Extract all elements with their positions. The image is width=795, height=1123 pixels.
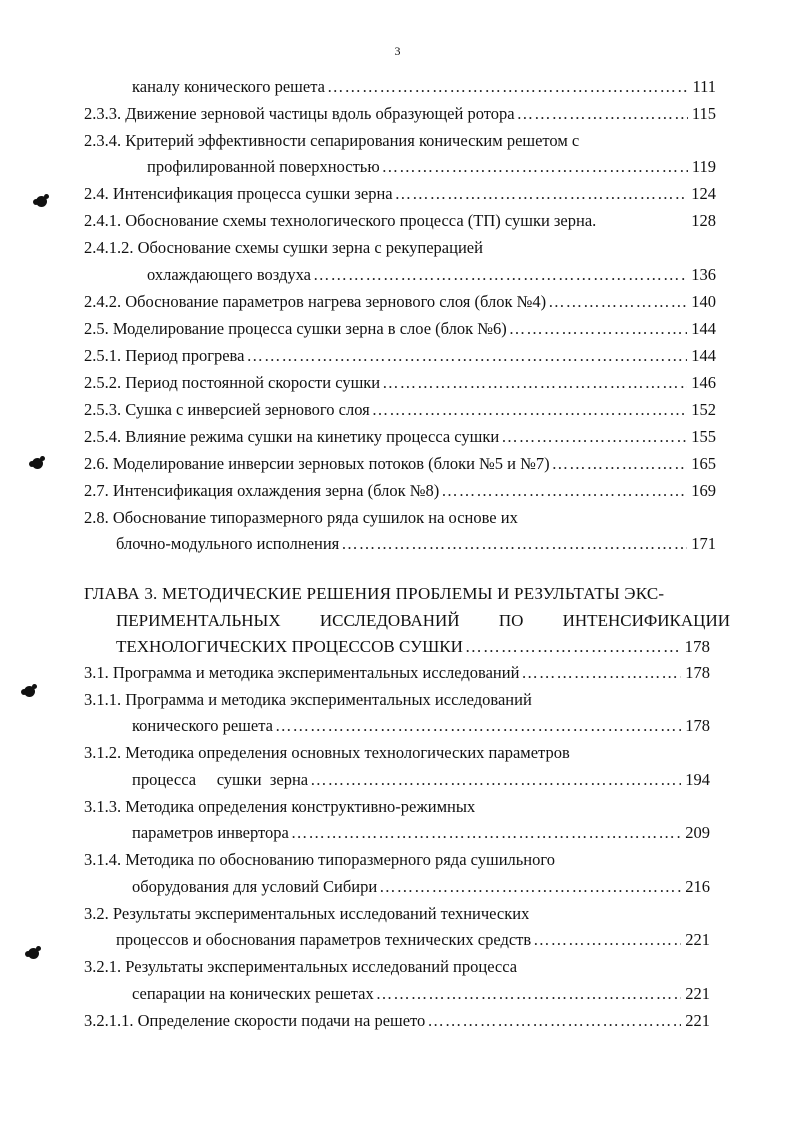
toc-entry-page: 128 [691, 211, 716, 230]
toc-leader [372, 400, 688, 420]
toc-entry-title: 2.7. Интенсификация охлаждения зерна (блок №8) [84, 481, 440, 500]
toc-entry-title: ТЕХНОЛОГИЧЕСКИХ ПРОЦЕССОВ СУШКИ [116, 637, 463, 656]
toc-entry-title: 2.3.3. Движение зерновой частицы вдоль образующей ротора [84, 104, 515, 123]
toc-entry-page: 124 [691, 184, 716, 203]
toc-entry-title: 3.2.1.1. Определение скорости подачи на решето [84, 1011, 426, 1030]
toc-entry[interactable]: 2.4.1.2. Обоснование схемы сушки зерна с рекуперацией [84, 238, 483, 257]
toc-entry-page: 171 [691, 534, 716, 553]
toc-entry-page: 194 [685, 770, 710, 789]
toc-entry[interactable] [84, 373, 716, 393]
toc-entry[interactable] [84, 104, 716, 124]
toc-entry-title: параметров инвертора [132, 823, 289, 842]
toc-entry[interactable] [132, 77, 716, 97]
toc-entry[interactable] [84, 663, 710, 683]
toc-leader [517, 104, 688, 124]
toc-leader [246, 346, 687, 366]
toc-leader [310, 770, 681, 790]
toc-entry[interactable] [84, 454, 716, 474]
toc-entry-page: 178 [685, 663, 710, 682]
toc-entry[interactable]: 3.2. Результаты экспериментальных исследований технических [84, 904, 530, 923]
toc-entry-page: 136 [691, 265, 716, 284]
toc-leader [382, 373, 687, 393]
toc-entry-title: оборудования для условий Сибири [132, 877, 378, 896]
binding-hole-mark [32, 458, 43, 469]
toc-leader [379, 877, 681, 897]
toc-entry-page: 144 [691, 346, 716, 365]
toc-entry[interactable] [132, 716, 710, 736]
toc-entry[interactable] [132, 823, 710, 843]
toc-entry-title: каналу конического решета [132, 77, 325, 96]
toc-leader [521, 663, 681, 683]
toc-entry[interactable] [147, 265, 716, 285]
chapter-heading-word: ПО [498, 611, 524, 630]
toc-entry-page: 209 [685, 823, 710, 842]
toc-leader [275, 716, 681, 736]
toc-entry-title: 2.4.2. Обоснование параметров нагрева зернового слоя (блок №4) [84, 292, 547, 311]
toc-entry[interactable] [116, 930, 710, 950]
toc-leader [552, 454, 688, 474]
toc-entry[interactable] [84, 346, 716, 366]
toc-leader [313, 265, 687, 285]
toc-entry[interactable] [132, 877, 710, 897]
toc-entry-page: 140 [691, 292, 716, 311]
toc-entry[interactable]: 2.3.4. Критерий эффективности сепарирования коническим решетом с [84, 131, 580, 150]
toc-entry[interactable] [147, 157, 716, 177]
page-number: 3 [394, 44, 401, 58]
toc-entry-title: 2.4.1. Обоснование схемы технологического процесса (ТП) сушки зерна. [84, 211, 597, 230]
toc-entry-title: процессов и обоснования параметров технических средств [116, 930, 532, 949]
toc-leader [509, 319, 687, 339]
toc-entry[interactable] [84, 319, 716, 339]
binding-hole-mark [28, 948, 39, 959]
toc-entry[interactable] [84, 1011, 710, 1031]
chapter-heading-line-3[interactable] [116, 637, 710, 657]
toc-entry[interactable] [84, 211, 716, 231]
toc-entry-page: 111 [692, 77, 716, 96]
toc-entry[interactable]: 2.8. Обоснование типоразмерного ряда сушилок на основе их [84, 508, 518, 527]
toc-entry-page: 115 [691, 104, 716, 123]
toc-entry-page: 152 [691, 400, 716, 419]
toc-entry[interactable] [132, 984, 710, 1004]
toc-entry[interactable]: 3.1.4. Методика по обоснованию типоразмерного ряда сушильного [84, 850, 555, 869]
toc-entry-title: конического решета [132, 716, 273, 735]
toc-leader [465, 637, 681, 657]
toc-entry-title: 2.5.4. Влияние режима сушки на кинетику процесса сушки [84, 427, 500, 446]
toc-entry[interactable]: 3.2.1. Результаты экспериментальных исследований процесса [84, 957, 518, 976]
toc-entry-page: 178 [685, 716, 710, 735]
toc-entry[interactable] [84, 184, 716, 204]
toc-leader [382, 157, 688, 177]
toc-leader [291, 823, 681, 843]
chapter-heading-word: ИССЛЕДОВАНИЙ [319, 611, 460, 630]
toc-entry-page: 178 [684, 637, 710, 656]
toc-entry-title: профилированной поверхностью [147, 157, 380, 176]
toc-entry-page: 169 [691, 481, 716, 500]
toc-leader [427, 1011, 681, 1031]
toc-leader [441, 481, 687, 501]
chapter-heading-line-1[interactable]: ГЛАВА 3. МЕТОДИЧЕСКИЕ РЕШЕНИЯ ПРОБЛЕМЫ И РЕЗУЛЬТАТЫ ЭКС- [84, 584, 665, 603]
toc-entry-title: процесса сушки зерна [132, 770, 309, 789]
toc-entry-page: 144 [691, 319, 716, 338]
toc-entry-page: 155 [691, 427, 716, 446]
toc-entry-page: 221 [685, 984, 710, 1003]
toc-entry-title: 2.5. Моделирование процесса сушки зерна в слое (блок №6) [84, 319, 507, 338]
toc-entry[interactable]: 3.1.1. Программа и методика экспериментальных исследований [84, 690, 532, 709]
toc-entry-page: 221 [685, 930, 710, 949]
toc-leader [548, 292, 687, 312]
toc-entry-title: 3.1. Программа и методика экспериментальных исследований [84, 663, 520, 682]
chapter-heading-line-2[interactable] [116, 611, 730, 631]
toc-entry-title: 2.5.3. Сушка с инверсией зернового слоя [84, 400, 370, 419]
toc-leader [376, 984, 682, 1004]
toc-leader [395, 184, 688, 204]
toc-entry[interactable]: 3.1.3. Методика определения конструктивно-режимных [84, 797, 476, 816]
toc-entry[interactable]: 3.1.2. Методика определения основных технологических параметров [84, 743, 570, 762]
toc-entry-page: 216 [685, 877, 710, 896]
toc-entry-title: 2.5.2. Период постоянной скорости сушки [84, 373, 381, 392]
toc-entry-title: блочно-модульного исполнения [116, 534, 340, 553]
toc-entry-title: охлаждающего воздуха [147, 265, 312, 284]
toc-entry[interactable] [84, 481, 716, 501]
toc-leader [327, 77, 689, 97]
toc-entry-title: 2.6. Моделирование инверсии зерновых потоков (блоки №5 и №7) [84, 454, 550, 473]
chapter-heading-word: ПЕРИМЕНТАЛЬНЫХ [116, 611, 281, 630]
binding-hole-mark [24, 686, 35, 697]
toc-entry-page: 165 [691, 454, 716, 473]
toc-entry-page: 221 [685, 1011, 710, 1030]
chapter-heading-word: ИНТЕНСИФИКАЦИИ [562, 611, 730, 630]
toc-leader [501, 427, 687, 447]
toc-entry[interactable] [84, 400, 716, 420]
toc-entry-title: сепарации на конических решетах [132, 984, 374, 1003]
toc-entry[interactable] [132, 770, 710, 790]
toc-entry-title: 2.4. Интенсификация процесса сушки зерна [84, 184, 393, 203]
toc-leader [341, 534, 687, 554]
toc-entry-title: 2.5.1. Период прогрева [84, 346, 245, 365]
toc-entry-page: 146 [691, 373, 716, 392]
toc-entry[interactable] [84, 427, 716, 447]
toc-entry[interactable] [84, 292, 716, 312]
binding-hole-mark [36, 196, 47, 207]
toc-entry[interactable] [116, 534, 716, 554]
toc-entry-page: 119 [691, 157, 716, 176]
toc-leader [533, 930, 681, 950]
